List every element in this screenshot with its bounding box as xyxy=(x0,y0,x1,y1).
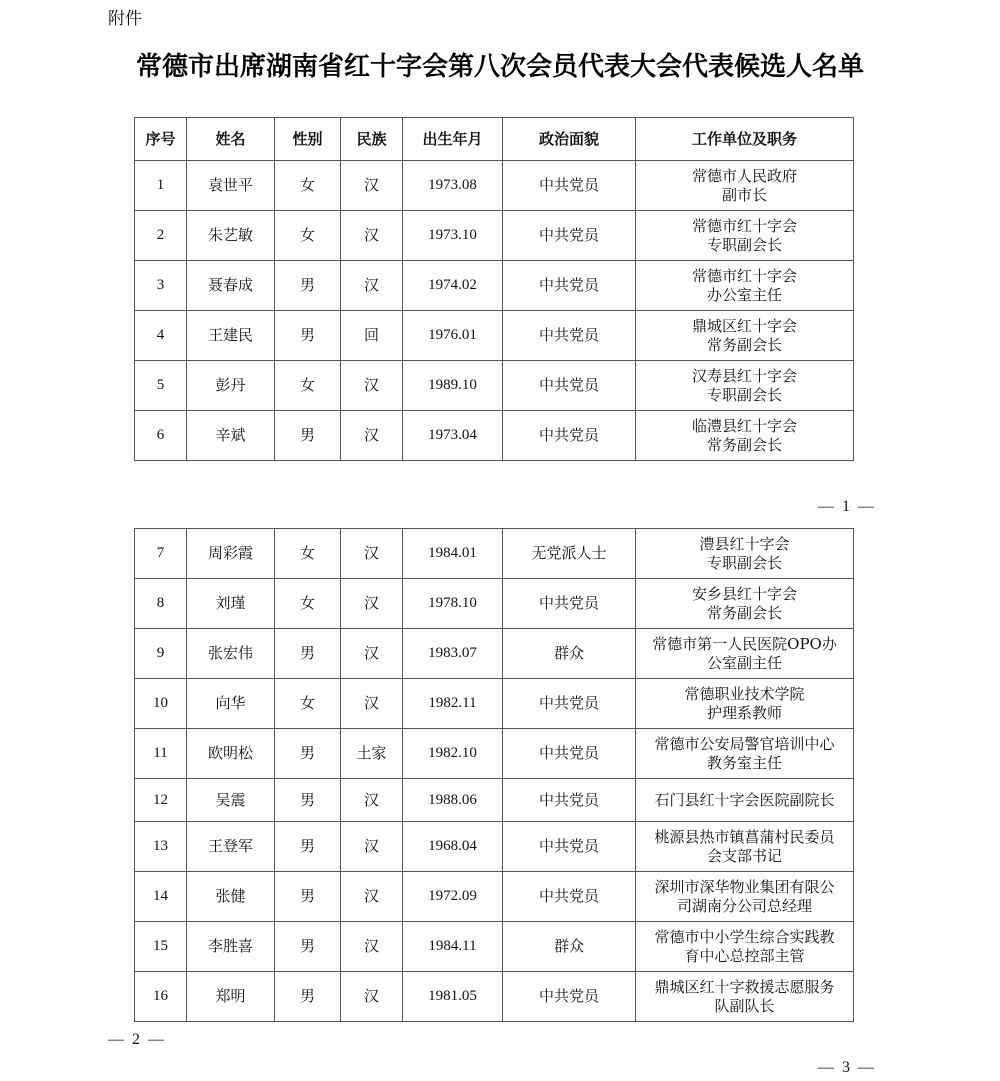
cell-politics: 中共党员 xyxy=(503,822,636,872)
cell-gender: 男 xyxy=(275,922,341,972)
unit-line-1: 石门县红十字会医院副院长 xyxy=(654,790,835,809)
cell-birth: 1974.02 xyxy=(403,261,503,311)
cell-unit xyxy=(636,529,854,579)
cell-politics: 中共党员 xyxy=(503,311,636,361)
table-row xyxy=(135,161,854,211)
unit-line-1: 深圳市深华物业集团有限公 xyxy=(654,877,835,896)
cell-politics: 中共党员 xyxy=(503,579,636,629)
unit-line-1: 鼎城区红十字救援志愿服务 xyxy=(654,977,835,996)
cell-birth: 1972.09 xyxy=(403,872,503,922)
cell-gender: 男 xyxy=(275,629,341,679)
cell-no: 11 xyxy=(135,729,187,779)
cell-politics: 中共党员 xyxy=(503,972,636,1022)
cell-politics: 中共党员 xyxy=(503,779,636,822)
cell-no: 13 xyxy=(135,822,187,872)
cell-ethnicity: 汉 xyxy=(341,411,403,461)
cell-birth: 1983.07 xyxy=(403,629,503,679)
unit-line-2: 护理系教师 xyxy=(706,703,782,722)
cell-ethnicity: 汉 xyxy=(341,822,403,872)
page-number-1: — 1 — xyxy=(818,498,876,515)
cell-birth: 1978.10 xyxy=(403,579,503,629)
cell-birth: 1984.11 xyxy=(403,922,503,972)
table-row xyxy=(135,629,854,679)
cell-ethnicity: 汉 xyxy=(341,211,403,261)
cell-gender: 女 xyxy=(275,579,341,629)
cell-ethnicity: 汉 xyxy=(341,579,403,629)
cell-politics: 中共党员 xyxy=(503,679,636,729)
cell-birth: 1973.08 xyxy=(403,161,503,211)
table-row xyxy=(135,529,854,579)
header-politics: 政治面貌 xyxy=(503,118,636,161)
table-row xyxy=(135,411,854,461)
unit-line-1: 常德市人民政府 xyxy=(691,166,797,185)
cell-no: 6 xyxy=(135,411,187,461)
cell-unit xyxy=(636,311,854,361)
cell-politics: 无党派人士 xyxy=(503,529,636,579)
cell-unit xyxy=(636,729,854,779)
cell-no: 1 xyxy=(135,161,187,211)
cell-name: 袁世平 xyxy=(187,161,275,211)
table-row xyxy=(135,679,854,729)
cell-birth: 1989.10 xyxy=(403,361,503,411)
table-row xyxy=(135,972,854,1022)
cell-no: 8 xyxy=(135,579,187,629)
unit-line-1: 常德市红十字会 xyxy=(691,266,797,285)
cell-name: 王建民 xyxy=(187,311,275,361)
cell-gender: 男 xyxy=(275,779,341,822)
cell-name: 彭丹 xyxy=(187,361,275,411)
cell-unit xyxy=(636,411,854,461)
cell-birth: 1968.04 xyxy=(403,822,503,872)
cell-politics: 中共党员 xyxy=(503,211,636,261)
cell-name: 聂春成 xyxy=(187,261,275,311)
cell-politics: 中共党员 xyxy=(503,729,636,779)
cell-unit xyxy=(636,972,854,1022)
cell-gender: 男 xyxy=(275,729,341,779)
cell-name: 朱艺敏 xyxy=(187,211,275,261)
unit-line-2: 会支部书记 xyxy=(706,846,782,865)
table-row xyxy=(135,922,854,972)
cell-no: 15 xyxy=(135,922,187,972)
cell-name: 欧明松 xyxy=(187,729,275,779)
cell-unit xyxy=(636,261,854,311)
cell-unit xyxy=(636,922,854,972)
cell-gender: 男 xyxy=(275,872,341,922)
cell-unit xyxy=(636,872,854,922)
cell-unit xyxy=(636,822,854,872)
page-number-3: — 3 — xyxy=(818,1059,876,1076)
unit-line-1: 桃源县热市镇菖蒲村民委员 xyxy=(654,827,835,846)
unit-line-1: 常德市公安局警官培训中心 xyxy=(654,734,835,753)
cell-unit xyxy=(636,629,854,679)
cell-gender: 女 xyxy=(275,161,341,211)
cell-ethnicity: 汉 xyxy=(341,361,403,411)
cell-unit xyxy=(636,361,854,411)
cell-name: 向华 xyxy=(187,679,275,729)
cell-birth: 1988.06 xyxy=(403,779,503,822)
header-unit: 工作单位及职务 xyxy=(636,118,854,161)
cell-name: 刘瑾 xyxy=(187,579,275,629)
table-row xyxy=(135,729,854,779)
cell-no: 12 xyxy=(135,779,187,822)
cell-gender: 女 xyxy=(275,679,341,729)
header-no: 序号 xyxy=(135,118,187,161)
cell-no: 5 xyxy=(135,361,187,411)
cell-gender: 男 xyxy=(275,311,341,361)
cell-politics: 中共党员 xyxy=(503,361,636,411)
unit-line-2: 常务副会长 xyxy=(706,335,782,354)
cell-birth: 1976.01 xyxy=(403,311,503,361)
header-gender: 性别 xyxy=(275,118,341,161)
cell-unit xyxy=(636,679,854,729)
cell-politics: 中共党员 xyxy=(503,411,636,461)
unit-line-2: 专职副会长 xyxy=(706,385,782,404)
candidate-table-part2 xyxy=(134,528,854,1022)
unit-line-1: 常德市第一人民医院OPO办 xyxy=(652,634,837,653)
cell-ethnicity: 汉 xyxy=(341,779,403,822)
unit-line-2: 司湖南分公司总经理 xyxy=(676,896,812,915)
cell-name: 辛斌 xyxy=(187,411,275,461)
header-name: 姓名 xyxy=(187,118,275,161)
cell-no: 2 xyxy=(135,211,187,261)
header-birth: 出生年月 xyxy=(403,118,503,161)
table-row xyxy=(135,311,854,361)
cell-politics: 中共党员 xyxy=(503,872,636,922)
cell-birth: 1981.05 xyxy=(403,972,503,1022)
cell-birth: 1984.01 xyxy=(403,529,503,579)
page-number-2: — 2 — xyxy=(108,1031,166,1048)
document-title: 常德市出席湖南省红十字会第八次会员代表大会代表候选人名单 xyxy=(135,52,864,82)
cell-gender: 女 xyxy=(275,529,341,579)
cell-unit xyxy=(636,779,854,822)
unit-line-1: 安乡县红十字会 xyxy=(691,584,797,603)
unit-line-2: 公室副主任 xyxy=(706,653,782,672)
table-header-row xyxy=(135,118,854,161)
unit-line-2: 专职副会长 xyxy=(706,235,782,254)
cell-unit xyxy=(636,211,854,261)
cell-birth: 1973.10 xyxy=(403,211,503,261)
unit-line-1: 常德市红十字会 xyxy=(691,216,797,235)
unit-line-2: 专职副会长 xyxy=(706,553,782,572)
cell-gender: 男 xyxy=(275,822,341,872)
table-row xyxy=(135,872,854,922)
cell-ethnicity: 汉 xyxy=(341,261,403,311)
cell-ethnicity: 汉 xyxy=(341,161,403,211)
cell-ethnicity: 汉 xyxy=(341,922,403,972)
cell-birth: 1973.04 xyxy=(403,411,503,461)
cell-no: 7 xyxy=(135,529,187,579)
cell-ethnicity: 汉 xyxy=(341,529,403,579)
cell-name: 吴震 xyxy=(187,779,275,822)
cell-no: 10 xyxy=(135,679,187,729)
unit-line-2: 办公室主任 xyxy=(706,285,782,304)
cell-politics: 中共党员 xyxy=(503,161,636,211)
attachment-label: 附件 xyxy=(108,9,142,29)
cell-ethnicity: 汉 xyxy=(341,679,403,729)
cell-unit xyxy=(636,161,854,211)
cell-politics: 群众 xyxy=(503,629,636,679)
table-row xyxy=(135,779,854,822)
unit-line-2: 常务副会长 xyxy=(706,435,782,454)
cell-ethnicity: 土家 xyxy=(341,729,403,779)
table-row xyxy=(135,579,854,629)
cell-name: 李胜喜 xyxy=(187,922,275,972)
cell-no: 4 xyxy=(135,311,187,361)
unit-line-1: 澧县红十字会 xyxy=(699,534,790,553)
header-ethnicity: 民族 xyxy=(341,118,403,161)
cell-no: 9 xyxy=(135,629,187,679)
cell-no: 3 xyxy=(135,261,187,311)
table-row xyxy=(135,211,854,261)
cell-ethnicity: 汉 xyxy=(341,972,403,1022)
cell-politics: 群众 xyxy=(503,922,636,972)
cell-gender: 男 xyxy=(275,411,341,461)
cell-gender: 女 xyxy=(275,211,341,261)
unit-line-2: 队副队长 xyxy=(714,996,775,1015)
cell-name: 郑明 xyxy=(187,972,275,1022)
cell-ethnicity: 汉 xyxy=(341,629,403,679)
cell-ethnicity: 汉 xyxy=(341,872,403,922)
cell-name: 张健 xyxy=(187,872,275,922)
unit-line-1: 常德市中小学生综合实践教 xyxy=(654,927,835,946)
cell-name: 王登军 xyxy=(187,822,275,872)
unit-line-2: 教务室主任 xyxy=(706,753,782,772)
cell-no: 16 xyxy=(135,972,187,1022)
cell-name: 周彩霞 xyxy=(187,529,275,579)
unit-line-2: 副市长 xyxy=(721,185,767,204)
unit-line-2: 常务副会长 xyxy=(706,603,782,622)
cell-gender: 男 xyxy=(275,261,341,311)
cell-no: 14 xyxy=(135,872,187,922)
unit-line-2: 育中心总控部主管 xyxy=(684,946,805,965)
cell-unit xyxy=(636,579,854,629)
cell-gender: 女 xyxy=(275,361,341,411)
unit-line-1: 汉寿县红十字会 xyxy=(691,366,797,385)
cell-name: 张宏伟 xyxy=(187,629,275,679)
cell-ethnicity: 回 xyxy=(341,311,403,361)
unit-line-1: 鼎城区红十字会 xyxy=(691,316,797,335)
candidate-table-part1 xyxy=(134,117,854,461)
cell-birth: 1982.10 xyxy=(403,729,503,779)
cell-gender: 男 xyxy=(275,972,341,1022)
cell-birth: 1982.11 xyxy=(403,679,503,729)
unit-line-1: 常德职业技术学院 xyxy=(684,684,805,703)
unit-line-1: 临澧县红十字会 xyxy=(691,416,797,435)
table-row xyxy=(135,261,854,311)
cell-politics: 中共党员 xyxy=(503,261,636,311)
table-row xyxy=(135,361,854,411)
table-row xyxy=(135,822,854,872)
